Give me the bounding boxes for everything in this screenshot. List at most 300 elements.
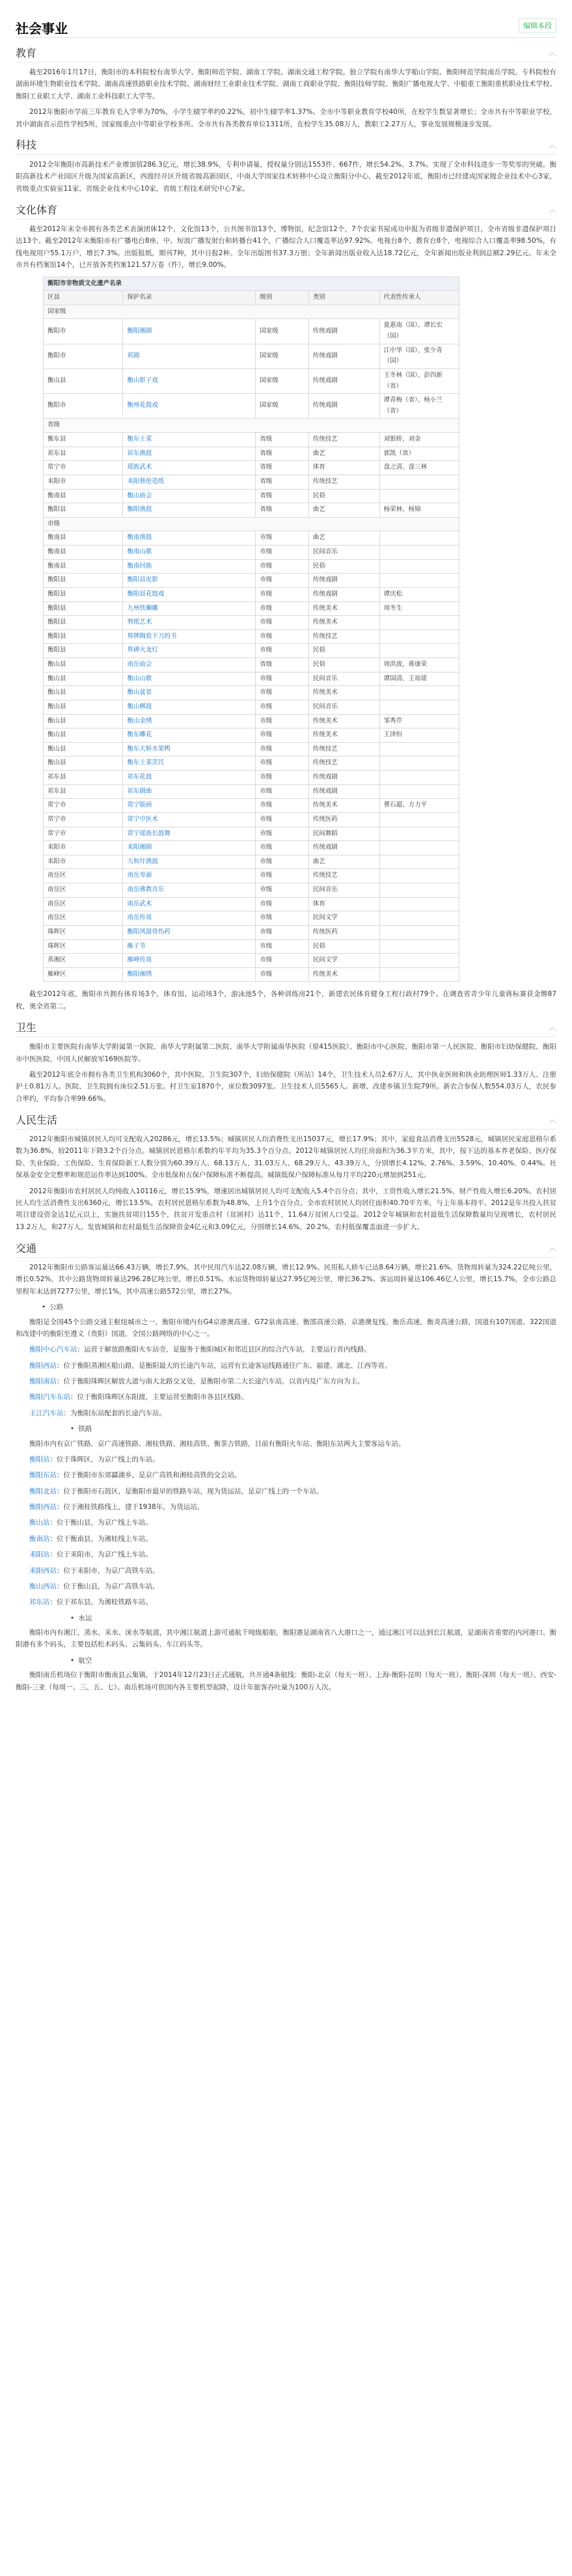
- table-cell[interactable]: 祁东渔鼓: [123, 447, 256, 461]
- table-cell[interactable]: 南岳寿面: [123, 869, 256, 883]
- table-cell: [379, 574, 459, 588]
- table-cell[interactable]: 祁剧: [123, 344, 256, 368]
- station-desc: 位于珠晖区，为京广线上的车站。: [57, 1455, 159, 1463]
- table-cell: 南岳区: [44, 897, 123, 911]
- table-cell: 曲艺: [308, 855, 379, 869]
- table-row: [44, 939, 459, 954]
- station-desc: 运营于解放路衡阳火车站旁，是服务于衡阳城区和邻近县区的综合汽车站，主要运行省内线路。: [84, 1346, 371, 1354]
- table-cell: 体育: [308, 897, 379, 911]
- table-cell: 衡东县: [44, 433, 123, 447]
- table-cell: 刘银桥、刘金: [379, 433, 459, 447]
- separator: ：: [70, 1393, 77, 1402]
- station-name-link[interactable]: 衡阳西站: [29, 1503, 57, 1511]
- table-cell: 市级: [256, 742, 309, 756]
- station-item: [16, 1533, 556, 1545]
- table-header: 级别: [256, 291, 309, 305]
- table-cell: 夏惠南（国）、谭长宏（国）: [379, 319, 459, 344]
- table-row: [44, 925, 459, 939]
- table-cell: 传统戏剧: [308, 587, 379, 602]
- table-cell: 省级: [256, 461, 309, 475]
- table-cell: [379, 841, 459, 855]
- section-title: 教育: [16, 46, 37, 59]
- table-cell: 曲艺: [308, 447, 379, 461]
- table-cell[interactable]: 常宁版画: [123, 799, 256, 813]
- table-cell: 传统医药: [308, 925, 379, 939]
- table-cell: 市级: [256, 546, 309, 560]
- table-row: [44, 616, 459, 630]
- table-cell: 市级: [256, 925, 309, 939]
- section-heading-health: [16, 1019, 556, 1037]
- table-cell[interactable]: 衡山盆景: [123, 686, 256, 700]
- table-cell[interactable]: 衡山金绣: [123, 714, 256, 728]
- table-cell: 衡山县: [44, 700, 123, 714]
- table-cell: [379, 742, 459, 756]
- table-cell[interactable]: 衡东大桥水果鸭: [123, 742, 256, 756]
- table-cell: 传统戏剧: [308, 394, 379, 419]
- table-cell: 市级: [256, 841, 309, 855]
- subsection-label-list: [16, 1423, 556, 1435]
- station-item: [16, 1469, 556, 1481]
- table-cell: 谭国清、王琼瑶: [379, 672, 459, 686]
- table-cell: 南岳区: [44, 911, 123, 926]
- table-cell: 南岳区: [44, 883, 123, 898]
- station-item: [16, 1344, 556, 1355]
- table-cell: 市级: [256, 602, 309, 616]
- table-cell: 市级: [256, 939, 309, 954]
- station-item: [16, 1549, 556, 1560]
- table-cell: 耒阳市: [44, 855, 123, 869]
- paragraph: 2012年衡阳市公路客运量达66.43万辆，增长7.9%，其中民用汽车达22.08万辆，增长12.9%。民用私人轿车已达8.64万辆，增长21.6%。货物周转量为324.22亿吨公里，增长0.52%，其中公路货物周转量达296.28亿吨公里，增长0.51%。水运货物周转量达27.95亿吨公里，增长36.2%。客运周转量达106.46亿人公里，增长15.7%，全市公路总里程年末达到7277公里，增长1%，其中高速公路572公里，增长27%。: [16, 1264, 556, 1295]
- table-row: [44, 672, 459, 686]
- station-item: [16, 1565, 556, 1577]
- station-desc: 位于耒阳市，为京广线上车站。: [57, 1551, 152, 1559]
- table-row: [44, 883, 459, 898]
- table-cell[interactable]: 常宁瑶族长鼓舞: [123, 827, 256, 841]
- station-item: [16, 1454, 556, 1465]
- table-cell: 国家级: [256, 394, 309, 419]
- station-name-link[interactable]: 衡南站: [29, 1534, 50, 1543]
- station-name-link[interactable]: 衡阳北站: [29, 1487, 57, 1495]
- separator: ：: [57, 1503, 64, 1511]
- table-cell[interactable]: 衡南渔鼓: [123, 531, 256, 546]
- table-row: [44, 447, 459, 461]
- table-cell[interactable]: 衡山山歌: [123, 672, 256, 686]
- table-cell[interactable]: 祁东花鼓: [123, 771, 256, 785]
- table-cell: 体育: [308, 461, 379, 475]
- table-cell: 衡阳县: [44, 503, 123, 518]
- table-cell: 传统技艺: [308, 433, 379, 447]
- table-cell: 市级: [256, 644, 309, 658]
- station-item: [16, 1391, 556, 1403]
- table-cell: 衡阳市: [44, 394, 123, 419]
- table-cell: 衡山县: [44, 756, 123, 771]
- table-row: [44, 658, 459, 672]
- table-cell[interactable]: 雁峰传说: [123, 954, 256, 968]
- section-heading-science: [16, 137, 556, 155]
- table-cell[interactable]: 雁子节: [123, 939, 256, 954]
- paragraph: 衡阳是全国45个公路交通主枢纽城市之一，衡阳市境内有G4京港澳高速、G72泉南高速、衡邵高速公路，京港澳复线、衡岳高速、衡炎高速公路，国道有107国道、322国道和改建中的衡阳至遵义（贵阳）国道，全国公路网络的中心之一。: [16, 1318, 556, 1338]
- station-item: [16, 1581, 556, 1592]
- table-row: [44, 475, 459, 489]
- table-cell: 衡山县: [44, 686, 123, 700]
- table-cell: [379, 812, 459, 827]
- table-cell: 周冬生: [379, 602, 459, 616]
- heritage-table: [43, 277, 459, 982]
- table-cell: 衡阳县: [44, 630, 123, 644]
- table-cell: 祁东县: [44, 771, 123, 785]
- table-cell: 传统技艺: [308, 630, 379, 644]
- station-name-link[interactable]: 衡阳汽车东站: [29, 1393, 70, 1402]
- station-item: [16, 1486, 556, 1497]
- station-desc: 位于耒阳市，为京广高铁车站。: [63, 1566, 159, 1575]
- table-row: [44, 368, 459, 393]
- table-cell: 市级: [256, 897, 309, 911]
- table-cell: 常宁市: [44, 799, 123, 813]
- table-cell: [379, 827, 459, 841]
- table-group-label: 省级: [44, 419, 459, 433]
- table-cell: 民间音乐: [308, 700, 379, 714]
- table-cell: 民间文学: [308, 954, 379, 968]
- table-cell: 传统戏剧: [308, 368, 379, 393]
- station-name-link[interactable]: 衡阳中心汽车站: [29, 1346, 77, 1354]
- table-cell: 省级: [256, 433, 309, 447]
- table-cell: 衡山县: [44, 672, 123, 686]
- table-cell[interactable]: 衡南山歌: [123, 546, 256, 560]
- station-desc: 位于衡阳珠晖区东阳渡，主要运营至衡阳市各县区线路。: [77, 1393, 248, 1402]
- station-desc: 位于衡阳市石鼓区，是衡阳市最早的铁路车站，现为货运站，是京广线上的一个车站。: [63, 1487, 323, 1495]
- table-cell: 市级: [256, 686, 309, 700]
- table-row: [44, 799, 459, 813]
- edit-button[interactable]: 编辑本段: [519, 18, 556, 33]
- paragraph: 截至2012年底全市拥有各类卫生机构3060个，其中医院、卫生院307个，妇幼保健院（所站）14个，卫生技术人员2.67万人，其中执业医师和执业助理医师1.33万人、注册护士0.81万人。医院、卫生院拥有床位2.51万张。村卫生室1870个，床位数3097张。卫生技术人员5565人。新增、改建乡镇卫生院79所。新农合参保人数554.03万人，农民参合率约，平均参合率99.66%。: [16, 1070, 556, 1103]
- table-row: [44, 644, 459, 658]
- separator: ：: [77, 1346, 84, 1354]
- chevron-up-icon[interactable]: ︿: [548, 140, 556, 150]
- table-cell[interactable]: 衡南回族: [123, 559, 256, 574]
- table-cell: [379, 630, 459, 644]
- section-title: 科技: [16, 139, 37, 152]
- table-cell: 衡阳县: [44, 587, 123, 602]
- page-header: [16, 7, 556, 38]
- table-cell: 市级: [256, 756, 309, 771]
- table-cell[interactable]: 南岳庙会: [123, 658, 256, 672]
- table-cell[interactable]: 祁东剧曲: [123, 784, 256, 799]
- table-cell: 民俗: [308, 489, 379, 503]
- section-title: 交通: [16, 1241, 37, 1254]
- table-cell[interactable]: 界碑火龙灯: [123, 644, 256, 658]
- station-name-link[interactable]: 衡山站: [29, 1519, 50, 1527]
- table-header: 代表性传承人: [379, 291, 459, 305]
- table-cell: 谭庆松: [379, 587, 459, 602]
- road-station-list: [16, 1344, 556, 1419]
- separator: ：: [57, 1487, 64, 1495]
- table-cell: 耒阳市: [44, 841, 123, 855]
- table-cell: 市级: [256, 883, 309, 898]
- table-cell: 江中华（国）、张少青（国）: [379, 344, 459, 368]
- station-desc: 位于衡山县，为京广线上车站。: [57, 1519, 152, 1527]
- table-cell[interactable]: 衡阳风湿骨伤药: [123, 925, 256, 939]
- station-item: [16, 1517, 556, 1529]
- paragraph: 截至2012年底，衡阳市共拥有体育场3个，体育馆，运动场3个，游泳池5个，各种训练房21个，新建农民体育健身工程行政村79个。在调查省青少年儿童蒋标赛获金牌87枚，奥全省第二。: [16, 990, 556, 1010]
- table-cell: 王泽恒: [379, 728, 459, 743]
- table-cell: 市级: [256, 911, 309, 926]
- table-cell[interactable]: 衡阳湘绣: [123, 967, 256, 982]
- table-header: 区县: [44, 291, 123, 305]
- table-cell: 传统戏剧: [308, 574, 379, 588]
- station-name-link[interactable]: 耒阳西站: [29, 1566, 57, 1575]
- table-cell: 衡阳县: [44, 574, 123, 588]
- table-cell: 衡阳县: [44, 602, 123, 616]
- table-cell: [379, 644, 459, 658]
- station-name-link[interactable]: 衡山西站: [29, 1582, 57, 1590]
- station-name-link[interactable]: 衡阳东站: [29, 1471, 57, 1480]
- table-cell: 传统戏剧: [308, 784, 379, 799]
- paragraph: 2012年衡阳市城镇居民人均可支配收入20286元，增长13.5%；城镇居民人均消费性支出15037元，增长17.9%；其中，家庭食品消费支出5528元，城镇居民家庭恩格尔系数为36.8%，较2011年下降3.2个百分点。城镇居民恩格尔系数约年平均为35.3个百分点。2012年城镇居民人均住房面积为36.3平方米，其中，按下达的基本养老保险、医疗保险、失业保险、工伤保险、生育保险新工人数分别为60.39万人、68.13万人、31.03万人、68.29万人、43.39万人，分别增长4.12%、2.76%、3.59%、10.40%、0.44%。社保基金安全完整率和规范运作率达到100%。全市低保和五保户保障标准不断提高。城镇低保户保障标准从每月平均220元增加到251元。: [16, 1135, 556, 1180]
- subsection-label-air: • 航空: [70, 1655, 556, 1667]
- table-cell[interactable]: 耒阳蔡伦造纸: [123, 475, 256, 489]
- table-cell: 衡山县: [44, 714, 123, 728]
- table-cell: 曹石超、方力平: [379, 799, 459, 813]
- table-row: [44, 728, 459, 743]
- table-cell: 民间音乐: [308, 672, 379, 686]
- table-group-label: 国家级: [44, 305, 459, 319]
- table-cell: 传统技艺: [308, 475, 379, 489]
- chevron-up-icon[interactable]: ︿: [548, 48, 556, 57]
- table-cell: [379, 546, 459, 560]
- station-name-link[interactable]: 王江汽车站: [29, 1409, 64, 1417]
- table-row: [44, 433, 459, 447]
- paragraph: 衡阳市内有湘江、蒸水、耒水、洣水等航道，其中湘江航道上游可通航千吨级船舶，衡阳港是湖南省八大港口之一，通过湘江可以达到长江航道，是湖南省重要的内河港口。衡阳港有多个码头，主要包括松木码头、云集码头、车江码头等。: [16, 1629, 556, 1649]
- table-cell: [379, 911, 459, 926]
- table-cell[interactable]: 常宁中医术: [123, 812, 256, 827]
- table-cell[interactable]: 衡山庙会: [123, 489, 256, 503]
- table-cell: 常宁市: [44, 461, 123, 475]
- table-cell: [379, 700, 459, 714]
- paragraph: 2012年衡阳市学前三年教育毛入学率为70%，小学生辍学率约0.22%，初中生辍学率1.37%。全市中等职业教育学校40所，在校学生数显著增长；全市共有中等职业学校，其中湖南省示范性学校5所，国家级重点中等职业学校多所。全市共有各类教育单位1311所，在校学生35.08万人，教职工2.27万人，事业发展规模逐步发展。: [16, 108, 556, 128]
- table-cell: 南岳区: [44, 869, 123, 883]
- table-cell[interactable]: 界牌陶瓷下刀的书: [123, 630, 256, 644]
- table-row: [44, 967, 459, 982]
- table-group-row: [44, 419, 459, 433]
- table-cell: 祁东县: [44, 784, 123, 799]
- station-item: [16, 1501, 556, 1513]
- table-cell: 常宁市: [44, 827, 123, 841]
- page-title: 社会事业: [16, 21, 68, 36]
- section-title: 卫生: [16, 1021, 37, 1034]
- table-cell: 传统戏剧: [308, 841, 379, 855]
- table-row: [44, 827, 459, 841]
- station-item: [16, 1596, 556, 1608]
- table-cell[interactable]: 耒阳湘剧: [123, 841, 256, 855]
- table-cell: 衡南县: [44, 531, 123, 546]
- table-cell[interactable]: 衡阳县皮影: [123, 574, 256, 588]
- station-name-link[interactable]: 耒阳站: [29, 1551, 50, 1559]
- table-cell: 传统美术: [308, 799, 379, 813]
- table-cell[interactable]: 衡东土菜: [123, 433, 256, 447]
- table-cell: [379, 925, 459, 939]
- table-cell: 衡阳县: [44, 616, 123, 630]
- station-desc: 位于衡阳珠晖区解放大道与南大北路交叉处，是衡阳市第二大长途汽车站，以省内及广东方向为主。: [63, 1378, 364, 1385]
- paragraph: 截至2012年末全市拥有各类艺术表演团体12个，文化馆13个，公共图书馆13个，博物馆，纪念馆12个，7个农家书屋成功申报为省级非遗保护项目，全市省级非遗保护项目达13个。截至2012年末衡阳市有广播电台8座，中、短波广播发射台和转播台41个，广播综合人口覆盖率达97.92%，电视台8个，教育台8个，电视综合人口覆盖率98.50%，有线电视用户55.1万户，增长7.3%。出版报纸，期刊7种，其中日报2种。全年出版图书37.3万册；全年新闻出版业收入达18.72亿元，全年新闻出版业利润总额2.29亿元。年末全市共有档案馆14个，已开放各类档案121.57万卷（件），增长9.00%。: [16, 225, 556, 270]
- table-cell[interactable]: 九州铁狮雕: [123, 602, 256, 616]
- table-cell: [379, 855, 459, 869]
- separator: ：: [49, 1551, 57, 1559]
- table-cell[interactable]: 衡东雕花: [123, 728, 256, 743]
- separator: ：: [57, 1361, 64, 1370]
- table-cell[interactable]: 衡阳渔鼓: [123, 503, 256, 518]
- table-cell: 市级: [256, 771, 309, 785]
- chevron-up-icon[interactable]: ︿: [548, 205, 556, 214]
- table-group-row: [44, 305, 459, 319]
- subsection-label-list: [16, 1301, 556, 1313]
- table-row: [44, 559, 459, 574]
- chevron-up-icon[interactable]: ︿: [548, 1023, 556, 1032]
- table-cell: 民间舞蹈: [308, 827, 379, 841]
- station-desc: 位于衡南县，为湘桂线上车站。: [57, 1534, 152, 1543]
- table-cell: 国家级: [256, 319, 309, 344]
- separator: ：: [57, 1582, 64, 1590]
- station-name-link[interactable]: 祁东站: [29, 1598, 50, 1607]
- station-desc: 位于衡阳蒸湘区船山路，是衡阳最大的长途汽车站，运营有长途客运线路通往广东、福建、湖北、江西等省。: [63, 1361, 392, 1370]
- table-row: [44, 531, 459, 546]
- table-row: [44, 546, 459, 560]
- table-row: [44, 911, 459, 926]
- chevron-up-icon[interactable]: ︿: [548, 1243, 556, 1253]
- table-cell: 珠晖区: [44, 925, 123, 939]
- table-header: 类别: [308, 291, 379, 305]
- table-cell[interactable]: 衡东土菜烹饪: [123, 756, 256, 771]
- table-group-label: 市级: [44, 517, 459, 531]
- table-cell: 传统技艺: [308, 756, 379, 771]
- station-item: [16, 1360, 556, 1372]
- table-cell: 郭凯（省）: [379, 447, 459, 461]
- separator: ：: [49, 1455, 57, 1463]
- table-cell[interactable]: 衡州花鼓戏: [123, 394, 256, 419]
- table-row: [44, 784, 459, 799]
- chevron-up-icon[interactable]: ︿: [548, 1115, 556, 1124]
- section-title: 人民生活: [16, 1113, 58, 1126]
- table-cell: 市级: [256, 714, 309, 728]
- table-cell: 传统美术: [308, 728, 379, 743]
- table-cell: [379, 967, 459, 982]
- table-cell: [379, 531, 459, 546]
- table-row: [44, 756, 459, 771]
- table-cell: 民俗: [308, 658, 379, 672]
- table-cell: 传统美术: [308, 967, 379, 982]
- table-cell: 省级: [256, 475, 309, 489]
- table-cell: [379, 897, 459, 911]
- table-cell: 民间音乐: [308, 546, 379, 560]
- table-cell: 市级: [256, 700, 309, 714]
- subsection-label-list: [16, 1613, 556, 1624]
- table-cell[interactable]: 南岳武术: [123, 897, 256, 911]
- table-cell[interactable]: 南岳传说: [123, 911, 256, 926]
- table-cell: 市级: [256, 799, 309, 813]
- table-header: 保护名录: [123, 291, 256, 305]
- table-cell: 传统技艺: [308, 869, 379, 883]
- table-cell: 市级: [256, 587, 309, 602]
- table-cell: 常宁市: [44, 812, 123, 827]
- table-cell: 衡阳市: [44, 319, 123, 344]
- table-cell: 衡南县: [44, 489, 123, 503]
- paragraph: 截至2016年1月17日，衡阳市的本科院校有南华大学、衡阳师范学院、湖南工学院、湖南交通工程学院。独立学院有南华大学船山学院、衡阳师范学院南岳学院。专科院校有湖南环境生物职业技术学院、湖南高速铁路职业技术学院、湖南财经工业职业技术学院、湖南工商职业学院、衡阳技师学院、衡阳广播电视大学、中船重工衡阳重机职业技术学校、衡阳工业职工大学、湖南工业科技职工大学等。: [16, 68, 556, 100]
- table-cell: 曲艺: [308, 503, 379, 518]
- table-row: [44, 700, 459, 714]
- table-row: [44, 714, 459, 728]
- table-cell: 传统医药: [308, 812, 379, 827]
- table-row: [44, 869, 459, 883]
- table-cell[interactable]: 瑶族武术: [123, 461, 256, 475]
- table-cell: [379, 559, 459, 574]
- table-cell[interactable]: 南岳佛教音乐: [123, 883, 256, 898]
- station-name-link[interactable]: 衡阳西站: [29, 1361, 57, 1370]
- table-cell: 市级: [256, 616, 309, 630]
- table-cell: 传统戏剧: [308, 344, 379, 368]
- table-cell[interactable]: 衡阳湘剧: [123, 319, 256, 344]
- table-cell: 国家级: [256, 368, 309, 393]
- paragraph: 衡阳市主要医院有南华大学附属第一医院、南华大学附属第二医院、南华大学附属南华医院（原415医院）、衡阳市中心医院、衡阳市第一人民医院、衡阳市妇幼保健院、衡阳市中医医院、中国人民解放军169医院等。: [16, 1043, 556, 1063]
- station-name-link[interactable]: 衡阳站: [29, 1455, 50, 1463]
- table-cell: 市级: [256, 812, 309, 827]
- table-row: [44, 771, 459, 785]
- table-cell: [379, 616, 459, 630]
- paragraph: 衡阳南岳机场位于衡阳市衡南县云集镇，于2014年12月23日正式通航，共开通4条航线：衡阳-北京（每天一班）、上海-衡阳-昆明（每天一班）、衡阳-深圳（每天一班）、西安-衡阳-三亚（每周一、三、五、七）。南岳机场可供国内各主要机型起降，设计年旅客吞吐量为100万人次。: [16, 1671, 556, 1691]
- table-row: [44, 855, 459, 869]
- table-cell: [379, 686, 459, 700]
- table-cell[interactable]: 大和圩渔鼓: [123, 855, 256, 869]
- separator: ：: [57, 1566, 64, 1575]
- table-body: [44, 305, 459, 982]
- table-cell: 民间文学: [308, 911, 379, 926]
- table-cell: 衡山县: [44, 742, 123, 756]
- table-cell: 国家级: [256, 344, 309, 368]
- table-cell[interactable]: 衡山梆鼓: [123, 700, 256, 714]
- station-item: [16, 1376, 556, 1387]
- table-cell: [379, 784, 459, 799]
- table-cell: 耒阳市: [44, 475, 123, 489]
- table-row: [44, 587, 459, 602]
- table-cell: [379, 939, 459, 954]
- table-cell[interactable]: 剪纸艺术: [123, 616, 256, 630]
- table-cell: 衡南县: [44, 559, 123, 574]
- table-cell: 市级: [256, 672, 309, 686]
- table-cell: 民俗: [308, 559, 379, 574]
- table-cell: 市级: [256, 967, 309, 982]
- table-cell[interactable]: 衡山影子戏: [123, 368, 256, 393]
- table-cell: 传统戏剧: [308, 319, 379, 344]
- rail-station-list: [16, 1454, 556, 1609]
- table-row: [44, 394, 459, 419]
- station-desc: 位于衡阳市东郊酃湖乡，是京广高铁和湘桂高铁的交会站。: [63, 1471, 241, 1480]
- subsection-label-water: • 水运: [70, 1613, 556, 1624]
- table-cell: [379, 771, 459, 785]
- table-caption: 衡阳市非物质文化遗产名录: [44, 277, 459, 291]
- table-cell: 市级: [256, 630, 309, 644]
- table-cell: 省级: [256, 503, 309, 518]
- table-cell: 市级: [256, 855, 309, 869]
- table-cell: [379, 954, 459, 968]
- table-row: [44, 954, 459, 968]
- table-cell: 市级: [256, 531, 309, 546]
- table-cell: 蒸湘区: [44, 954, 123, 968]
- table-row: [44, 841, 459, 855]
- table-cell: 传统美术: [308, 686, 379, 700]
- station-item: [16, 1407, 556, 1419]
- table-cell: 盘之清、盘三林: [379, 461, 459, 475]
- table-cell[interactable]: 衡阳县花鼓戏: [123, 587, 256, 602]
- station-name-link[interactable]: 衡阳南站: [29, 1378, 57, 1385]
- table-cell: 谭青梅（省）、杨小兰（省）: [379, 394, 459, 419]
